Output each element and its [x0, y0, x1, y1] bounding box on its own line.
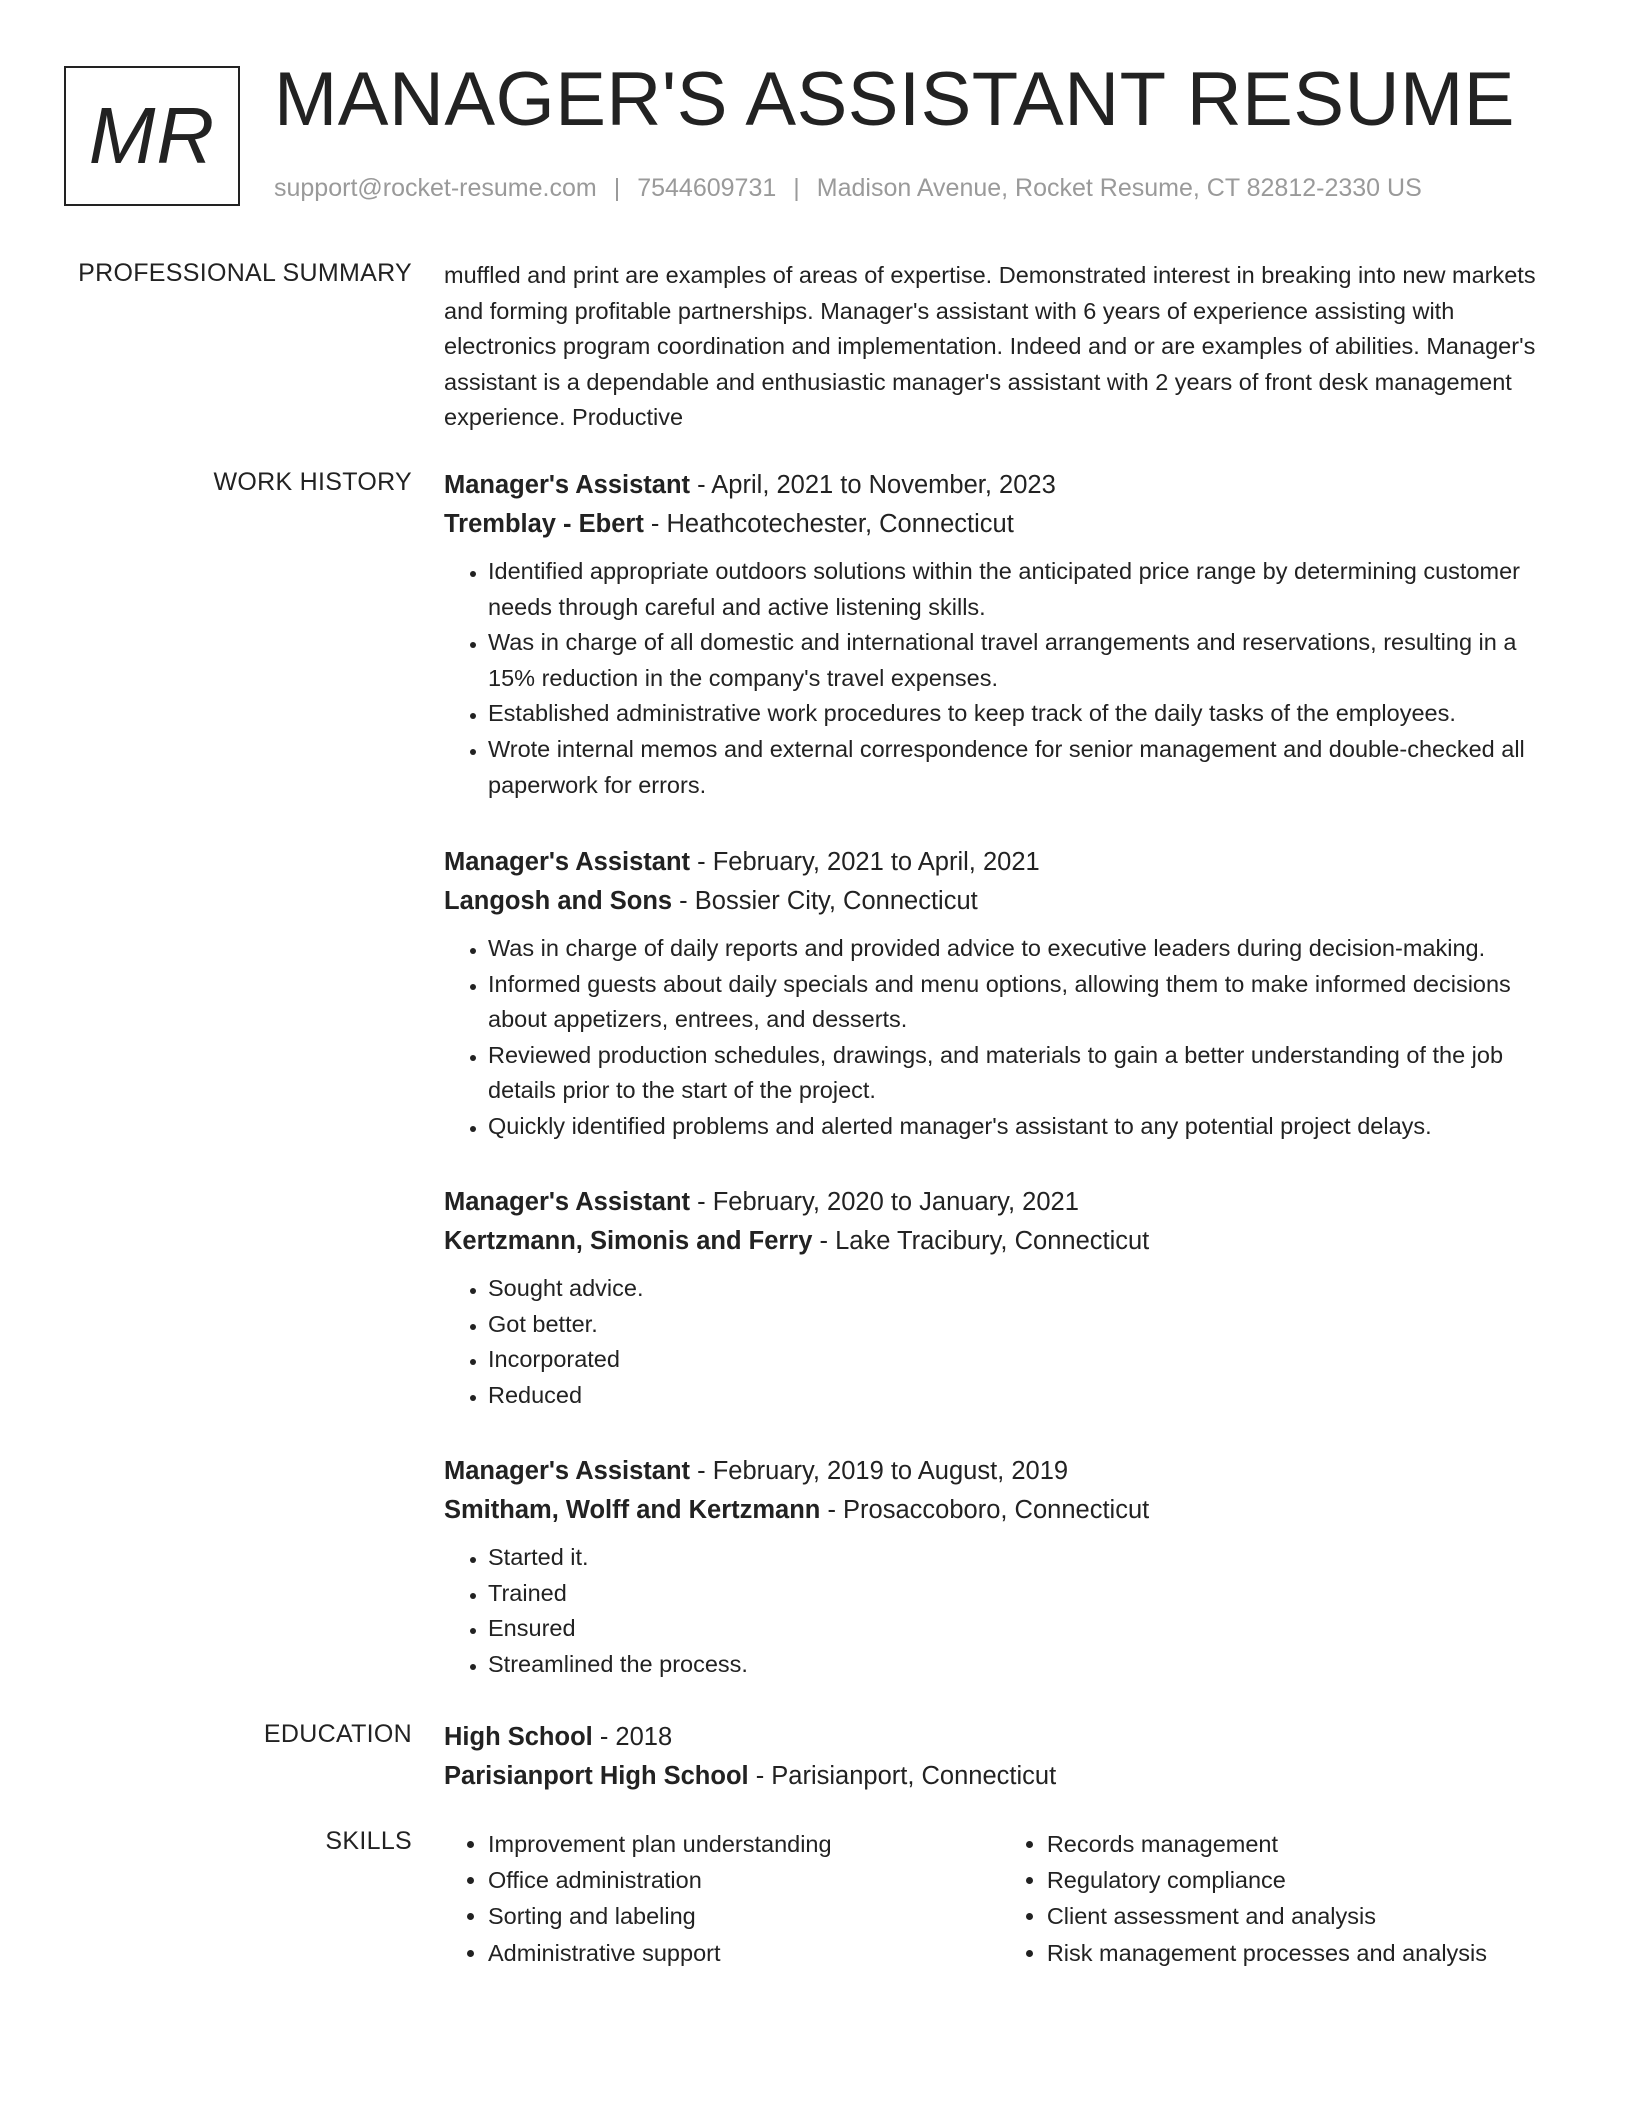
job-dates: - April, 2021 to November, 2023	[690, 471, 1056, 499]
monogram-initials: MR	[88, 91, 216, 180]
job-bullet: • Was in charge of all domestic and international travel arrangements and reservations, resulting in a 15% reduction in the company's travel expenses.	[488, 625, 1556, 696]
skill-item: • Improvement plan understanding	[488, 1826, 1003, 1862]
contact-line	[274, 174, 1422, 203]
skill-item: • Regulatory compliance	[1047, 1862, 1556, 1898]
education-label: EDUCATION	[263, 1720, 412, 1748]
resume-title: MANAGER'S ASSISTANT RESUME	[274, 57, 1515, 142]
monogram-badge	[64, 66, 240, 206]
skills-list	[444, 1826, 1003, 1971]
job-bullets	[444, 1540, 1556, 1682]
job-title-line	[444, 1452, 1556, 1491]
job-title: Manager's Assistant	[444, 848, 691, 876]
job-bullet: • Reviewed production schedules, drawings, and materials to gain a better understanding of the job details prior to the start of the project.	[488, 1038, 1556, 1109]
job-title-line	[444, 1183, 1556, 1222]
job-bullet: • Informed guests about daily specials and menu options, allowing them to make informed decisions about appetizers, entrees, and desserts.	[488, 967, 1556, 1038]
summary-section	[0, 258, 1632, 438]
job-bullet: • Reduced	[488, 1378, 1556, 1414]
job-company-line	[444, 1491, 1556, 1530]
job-company: Tremblay - Ebert	[444, 510, 644, 538]
education-school: Parisianport High School	[444, 1762, 749, 1790]
job-location: - Heathcotechester, Connecticut	[643, 510, 1014, 538]
job-bullet: • Established administrative work procedures to keep track of the daily tasks of the employees.	[488, 696, 1556, 732]
job-bullet: • Sought advice.	[488, 1271, 1556, 1307]
job-body	[444, 1452, 1556, 1682]
skills-body	[444, 1826, 1556, 1971]
job-company: Kertzmann, Simonis and Ferry	[444, 1227, 813, 1255]
job-location: - Lake Tracibury, Connecticut	[812, 1227, 1150, 1255]
job-bullet: • Quickly identified problems and alerted manager's assistant to any potential project delays.	[488, 1109, 1556, 1145]
skill-item: • Administrative support	[488, 1935, 1003, 1971]
job-title: Manager's Assistant	[444, 1457, 691, 1485]
skills-label: SKILLS	[325, 1827, 412, 1855]
job-title: Manager's Assistant	[444, 471, 691, 499]
job-title: Manager's Assistant	[444, 1188, 691, 1216]
skills-columns	[444, 1826, 1556, 1971]
education-degree: High School	[444, 1723, 593, 1751]
job-bullets	[444, 554, 1556, 803]
summary-body	[444, 258, 1556, 436]
skill-item: • Records management	[1047, 1826, 1556, 1862]
contact-email: support@rocket-resume.com	[274, 174, 597, 202]
job-company-line	[444, 882, 1556, 921]
skills-list	[1003, 1826, 1556, 1971]
contact-separator: |	[613, 174, 621, 202]
skill-item: • Office administration	[488, 1862, 1003, 1898]
job-bullets	[444, 1271, 1556, 1413]
job-bullet: • Was in charge of daily reports and provided advice to executive leaders during decision-making.	[488, 931, 1556, 967]
summary-text: muffled and print are examples of areas of expertise. Demonstrated interest in breaking into new markets and forming profitable partnerships. Manager's assistant with 6 years of experience assisting with electronics program coordination and implementation. Indeed and or are examples of abilities. Manager's assistant is a dependable and enthusiastic manager's assistant with 2 years of front desk management experience. Productive	[444, 262, 1536, 431]
job-body	[444, 843, 1556, 1145]
summary-label: PROFESSIONAL SUMMARY	[78, 259, 412, 287]
job-dates: - February, 2020 to January, 2021	[690, 1188, 1079, 1216]
education-year: - 2018	[592, 1723, 673, 1751]
job-bullet: • Identified appropriate outdoors solutions within the anticipated price range by determining customer needs through careful and active listening skills.	[488, 554, 1556, 625]
contact-address: Madison Avenue, Rocket Resume, CT 82812-2330 US	[816, 174, 1422, 202]
job-body	[444, 466, 1556, 803]
job-company-line	[444, 1222, 1556, 1261]
education-location: - Parisianport, Connecticut	[748, 1762, 1057, 1790]
job-bullets	[444, 931, 1556, 1145]
job-title-line	[444, 843, 1556, 882]
job-bullet: • Ensured	[488, 1611, 1556, 1647]
job-bullet: • Started it.	[488, 1540, 1556, 1576]
job-dates: - February, 2019 to August, 2019	[690, 1457, 1069, 1485]
job-dates: - February, 2021 to April, 2021	[690, 848, 1040, 876]
job-title-line	[444, 466, 1556, 505]
education-body	[444, 1718, 1556, 1796]
contact-phone: 7544609731	[637, 174, 777, 202]
job-location: - Bossier City, Connecticut	[672, 887, 978, 915]
skill-item: • Risk management processes and analysis	[1047, 1935, 1556, 1971]
job-bullet: • Trained	[488, 1576, 1556, 1612]
job-body	[444, 1183, 1556, 1413]
skill-item: • Client assessment and analysis	[1047, 1898, 1556, 1934]
education-degree-line	[444, 1718, 1556, 1757]
job-bullet: • Got better.	[488, 1307, 1556, 1343]
education-school-line	[444, 1757, 1556, 1796]
job-company: Smitham, Wolff and Kertzmann	[444, 1496, 821, 1524]
job-bullet: • Incorporated	[488, 1342, 1556, 1378]
job-company-line	[444, 505, 1556, 544]
job-location: - Prosaccoboro, Connecticut	[820, 1496, 1150, 1524]
skill-item: • Sorting and labeling	[488, 1898, 1003, 1934]
work-history-label: WORK HISTORY	[213, 468, 412, 496]
job-company: Langosh and Sons	[444, 887, 673, 915]
job-bullet: • Wrote internal memos and external correspondence for senior management and double-checked all paperwork for errors.	[488, 732, 1556, 803]
contact-separator: |	[793, 174, 800, 202]
job-bullet: • Streamlined the process.	[488, 1647, 1556, 1683]
